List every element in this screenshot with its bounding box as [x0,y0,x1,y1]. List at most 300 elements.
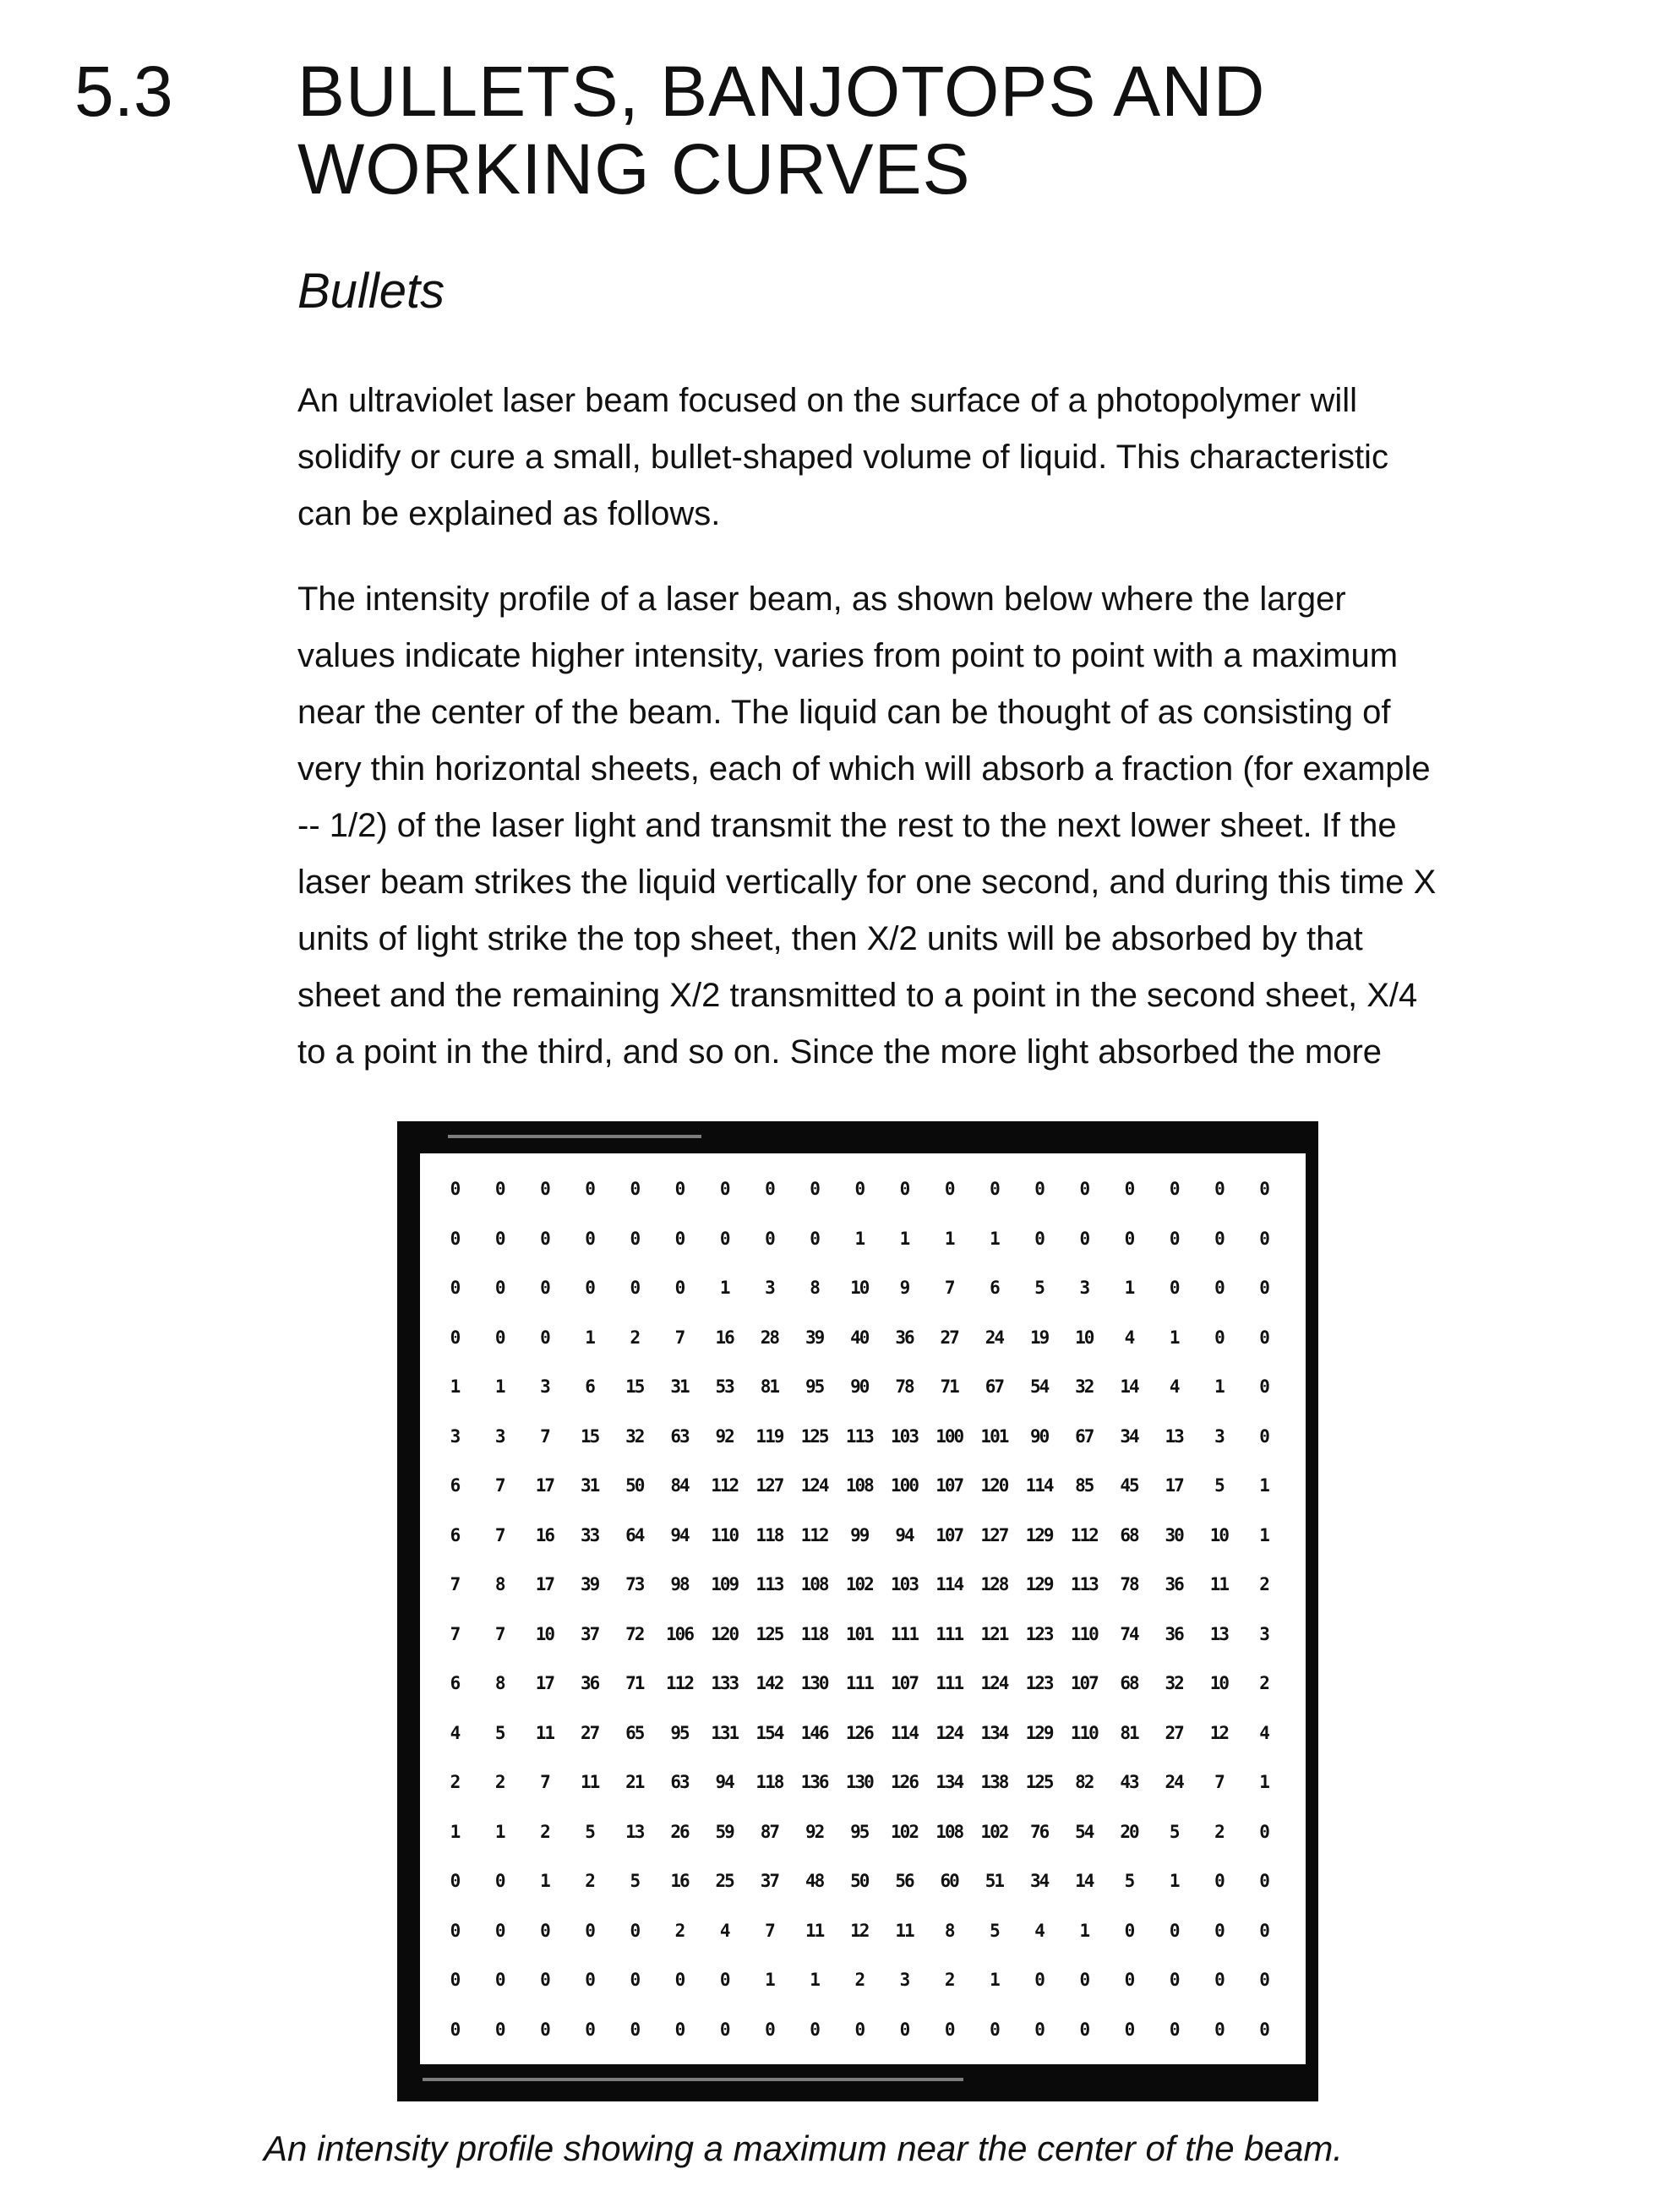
intensity-cell: 37 [568,1624,612,1644]
intensity-cell: 25 [702,1871,746,1891]
intensity-cell: 39 [793,1327,837,1348]
intensity-cell: 0 [477,2019,521,2040]
intensity-cell: 56 [882,1871,926,1891]
intensity-cell: 36 [1152,1574,1196,1594]
subheading: Bullets [297,264,445,319]
intensity-cell: 0 [1242,1376,1286,1397]
intensity-cell: 76 [1017,1822,1061,1842]
intensity-cell: 85 [1062,1475,1106,1496]
intensity-cell: 0 [522,1327,566,1348]
intensity-cell: 2 [1242,1673,1286,1693]
intensity-cell: 110 [1062,1624,1106,1644]
intensity-cell: 1 [1152,1871,1196,1891]
intensity-cell: 111 [927,1673,971,1693]
intensity-cell: 27 [568,1723,612,1743]
intensity-cell: 118 [747,1772,791,1792]
intensity-cell: 0 [927,1179,971,1199]
intensity-cell: 1 [1242,1772,1286,1792]
paragraph-line: The intensity profile of a laser beam, as shown below where the larger [297,571,1346,628]
intensity-cell: 1 [702,1278,746,1298]
intensity-cell: 53 [702,1376,746,1397]
intensity-cell: 17 [522,1475,566,1496]
paragraph-line: units of light strike the top sheet, then X/2 units will be absorbed by that [297,911,1363,967]
intensity-cell: 119 [747,1426,791,1447]
intensity-cell: 0 [882,1179,926,1199]
intensity-cell: 0 [1152,1921,1196,1941]
intensity-cell: 0 [702,1229,746,1249]
intensity-cell: 0 [522,1179,566,1199]
intensity-cell: 1 [568,1327,612,1348]
intensity-cell: 4 [433,1723,477,1743]
intensity-cell: 0 [613,1970,657,1990]
intensity-cell: 2 [1197,1822,1241,1842]
intensity-cell: 5 [613,1871,657,1891]
intensity-cell: 2 [477,1772,521,1792]
intensity-cell: 4 [1017,1921,1061,1941]
intensity-cell: 0 [613,1229,657,1249]
intensity-cell: 107 [882,1673,926,1693]
intensity-cell: 0 [433,2019,477,2040]
intensity-cell: 1 [837,1229,881,1249]
intensity-cell: 0 [568,1278,612,1298]
intensity-cell: 0 [1017,1229,1061,1249]
intensity-cell: 63 [657,1426,701,1447]
intensity-cell: 0 [793,2019,837,2040]
intensity-cell: 15 [613,1376,657,1397]
intensity-cell: 0 [1197,1179,1241,1199]
intensity-cell: 0 [657,1970,701,1990]
intensity-cell: 7 [477,1525,521,1545]
intensity-cell: 28 [747,1327,791,1348]
intensity-cell: 142 [747,1673,791,1693]
intensity-cell: 0 [747,1229,791,1249]
intensity-cell: 0 [702,1179,746,1199]
intensity-cell: 127 [972,1525,1016,1545]
intensity-cell: 6 [433,1475,477,1496]
intensity-cell: 0 [1242,1970,1286,1990]
intensity-cell: 8 [927,1921,971,1941]
intensity-cell: 14 [1107,1376,1151,1397]
intensity-cell: 108 [927,1822,971,1842]
intensity-cell: 5 [1107,1871,1151,1891]
intensity-cell: 10 [1197,1525,1241,1545]
intensity-cell: 0 [1197,1970,1241,1990]
intensity-cell: 10 [1062,1327,1106,1348]
intensity-cell: 2 [837,1970,881,1990]
intensity-cell: 7 [433,1624,477,1644]
intensity-cell: 50 [613,1475,657,1496]
intensity-cell: 0 [927,2019,971,2040]
intensity-cell: 129 [1017,1574,1061,1594]
intensity-cell: 102 [972,1822,1016,1842]
intensity-cell: 1 [927,1229,971,1249]
intensity-cell: 124 [793,1475,837,1496]
intensity-cell: 0 [1107,2019,1151,2040]
paragraph-line: laser beam strikes the liquid vertically for one second, and during this time X [297,854,1436,911]
intensity-cell: 26 [657,1822,701,1842]
intensity-cell: 0 [793,1179,837,1199]
intensity-cell: 100 [882,1475,926,1496]
intensity-cell: 112 [702,1475,746,1496]
intensity-cell: 0 [657,1179,701,1199]
intensity-cell: 12 [1197,1723,1241,1743]
intensity-cell: 67 [1062,1426,1106,1447]
intensity-cell: 0 [568,1921,612,1941]
intensity-cell: 68 [1107,1673,1151,1693]
intensity-cell: 17 [1152,1475,1196,1496]
intensity-cell: 40 [837,1327,881,1348]
paragraph-line: solidify or cure a small, bullet-shaped volume of liquid. This characteristic [297,429,1388,486]
intensity-cell: 1 [1197,1376,1241,1397]
intensity-cell: 138 [972,1772,1016,1792]
intensity-cell: 6 [433,1525,477,1545]
intensity-cell: 1 [522,1871,566,1891]
intensity-cell: 5 [1152,1822,1196,1842]
intensity-cell: 11 [522,1723,566,1743]
intensity-cell: 113 [747,1574,791,1594]
intensity-cell: 125 [793,1426,837,1447]
intensity-cell: 27 [927,1327,971,1348]
intensity-cell: 90 [1017,1426,1061,1447]
intensity-cell: 0 [1242,1921,1286,1941]
intensity-cell: 0 [1197,1871,1241,1891]
section-title-line-1: BULLETS, BANJOTOPS AND [297,52,1265,130]
intensity-cell: 107 [1062,1673,1106,1693]
intensity-cell: 0 [972,1179,1016,1199]
intensity-cell: 95 [793,1376,837,1397]
intensity-cell: 101 [972,1426,1016,1447]
intensity-cell: 90 [837,1376,881,1397]
intensity-cell: 0 [657,2019,701,2040]
intensity-cell: 45 [1107,1475,1151,1496]
intensity-cell: 5 [1017,1278,1061,1298]
intensity-cell: 0 [522,2019,566,2040]
paragraph-line: -- 1/2) of the laser light and transmit the rest to the next lower sheet. If the [297,798,1397,854]
paragraph-line: An ultraviolet laser beam focused on the surface of a photopolymer will [297,373,1357,429]
intensity-cell: 1 [1242,1525,1286,1545]
intensity-cell: 0 [1197,1229,1241,1249]
intensity-cell: 110 [1062,1723,1106,1743]
intensity-cell: 4 [1152,1376,1196,1397]
intensity-cell: 14 [1062,1871,1106,1891]
intensity-cell: 1 [1062,1921,1106,1941]
intensity-cell: 126 [882,1772,926,1792]
intensity-cell: 4 [702,1921,746,1941]
intensity-cell: 0 [1242,2019,1286,2040]
intensity-cell: 8 [793,1278,837,1298]
intensity-cell: 120 [702,1624,746,1644]
intensity-cell: 7 [433,1574,477,1594]
intensity-cell: 73 [613,1574,657,1594]
paragraph-line: near the center of the beam. The liquid can be thought of as consisting of [297,684,1390,741]
intensity-cell: 48 [793,1871,837,1891]
intensity-cell: 1 [433,1822,477,1842]
intensity-cell: 2 [657,1921,701,1941]
intensity-cell: 6 [568,1376,612,1397]
intensity-cell: 0 [522,1970,566,1990]
intensity-cell: 100 [927,1426,971,1447]
scan-noise [448,1135,701,1138]
intensity-cell: 130 [837,1772,881,1792]
intensity-cell: 32 [613,1426,657,1447]
intensity-cell: 113 [1062,1574,1106,1594]
intensity-cell: 65 [613,1723,657,1743]
section-title-line-2: WORKING CURVES [297,130,971,208]
intensity-cell: 0 [1242,1327,1286,1348]
intensity-cell: 121 [972,1624,1016,1644]
intensity-cell: 50 [837,1871,881,1891]
intensity-cell: 108 [837,1475,881,1496]
intensity-cell: 0 [568,1970,612,1990]
intensity-cell: 0 [657,1278,701,1298]
intensity-cell: 120 [972,1475,1016,1496]
intensity-cell: 31 [657,1376,701,1397]
intensity-cell: 0 [522,1921,566,1941]
intensity-cell: 8 [477,1574,521,1594]
intensity-cell: 127 [747,1475,791,1496]
intensity-cell: 0 [522,1229,566,1249]
intensity-cell: 106 [657,1624,701,1644]
intensity-cell: 1 [1107,1278,1151,1298]
intensity-cell: 3 [477,1426,521,1447]
intensity-cell: 0 [657,1229,701,1249]
intensity-cell: 0 [433,1229,477,1249]
intensity-cell: 15 [568,1426,612,1447]
intensity-cell: 0 [1017,1970,1061,1990]
intensity-cell: 154 [747,1723,791,1743]
intensity-cell: 78 [882,1376,926,1397]
intensity-cell: 2 [568,1871,612,1891]
intensity-cell: 1 [747,1970,791,1990]
intensity-cell: 13 [1152,1426,1196,1447]
intensity-cell: 0 [568,1229,612,1249]
intensity-cell: 0 [613,1921,657,1941]
intensity-cell: 31 [568,1475,612,1496]
intensity-cell: 0 [1242,1278,1286,1298]
intensity-cell: 36 [882,1327,926,1348]
intensity-cell: 24 [972,1327,1016,1348]
intensity-cell: 11 [882,1921,926,1941]
intensity-cell: 3 [522,1376,566,1397]
intensity-cell: 7 [1197,1772,1241,1792]
intensity-cell: 0 [747,2019,791,2040]
intensity-cell: 6 [433,1673,477,1693]
intensity-cell: 82 [1062,1772,1106,1792]
intensity-cell: 1 [1242,1475,1286,1496]
intensity-cell: 7 [657,1327,701,1348]
intensity-cell: 107 [927,1525,971,1545]
intensity-cell: 0 [1107,1921,1151,1941]
intensity-cell: 0 [477,1229,521,1249]
intensity-cell: 27 [1152,1723,1196,1743]
intensity-cell: 37 [747,1871,791,1891]
intensity-cell: 123 [1017,1624,1061,1644]
intensity-cell: 81 [747,1376,791,1397]
intensity-cell: 81 [1107,1723,1151,1743]
intensity-cell: 2 [433,1772,477,1792]
intensity-cell: 2 [613,1327,657,1348]
intensity-cell: 0 [433,1921,477,1941]
intensity-cell: 0 [1197,2019,1241,2040]
intensity-cell: 0 [702,1970,746,1990]
intensity-cell: 0 [477,1327,521,1348]
intensity-cell: 54 [1062,1822,1106,1842]
intensity-cell: 107 [927,1475,971,1496]
intensity-cell: 0 [882,2019,926,2040]
intensity-cell: 95 [657,1723,701,1743]
intensity-cell: 92 [793,1822,837,1842]
intensity-cell: 71 [927,1376,971,1397]
intensity-cell: 1 [882,1229,926,1249]
intensity-cell: 16 [657,1871,701,1891]
paragraph-line: values indicate higher intensity, varies from point to point with a maximum [297,628,1398,684]
intensity-cell: 126 [837,1723,881,1743]
intensity-cell: 20 [1107,1822,1151,1842]
intensity-cell: 0 [613,2019,657,2040]
intensity-cell: 112 [793,1525,837,1545]
intensity-cell: 125 [747,1624,791,1644]
intensity-cell: 10 [837,1278,881,1298]
intensity-cell: 1 [793,1970,837,1990]
intensity-cell: 111 [927,1624,971,1644]
intensity-cell: 10 [1197,1673,1241,1693]
intensity-cell: 0 [793,1229,837,1249]
intensity-cell: 0 [837,2019,881,2040]
intensity-cell: 63 [657,1772,701,1792]
intensity-cell: 0 [477,1970,521,1990]
intensity-cell: 134 [927,1772,971,1792]
intensity-cell: 4 [1242,1723,1286,1743]
intensity-cell: 7 [477,1475,521,1496]
intensity-cell: 3 [747,1278,791,1298]
intensity-cell: 118 [747,1525,791,1545]
intensity-cell: 16 [702,1327,746,1348]
intensity-cell: 98 [657,1574,701,1594]
intensity-cell: 124 [972,1673,1016,1693]
intensity-cell: 34 [1017,1871,1061,1891]
intensity-cell: 74 [1107,1624,1151,1644]
paragraph-line: can be explained as follows. [297,486,720,542]
intensity-cell: 4 [1107,1327,1151,1348]
intensity-cell: 16 [522,1525,566,1545]
intensity-cell: 0 [1062,1179,1106,1199]
intensity-cell: 1 [1152,1327,1196,1348]
intensity-cell: 102 [837,1574,881,1594]
intensity-cell: 133 [702,1673,746,1693]
intensity-cell: 60 [927,1871,971,1891]
intensity-cell: 125 [1017,1772,1061,1792]
intensity-cell: 54 [1017,1376,1061,1397]
intensity-cell: 111 [882,1624,926,1644]
intensity-cell: 21 [613,1772,657,1792]
intensity-cell: 113 [837,1426,881,1447]
intensity-cell: 1 [477,1822,521,1842]
intensity-cell: 17 [522,1673,566,1693]
intensity-cell: 99 [837,1525,881,1545]
intensity-cell: 0 [1197,1921,1241,1941]
intensity-cell: 92 [702,1426,746,1447]
intensity-cell: 0 [837,1179,881,1199]
intensity-cell: 64 [613,1525,657,1545]
intensity-cell: 0 [1107,1229,1151,1249]
intensity-profile-figure [397,1121,1318,2101]
intensity-cell: 0 [1242,1822,1286,1842]
intensity-cell: 8 [477,1673,521,1693]
intensity-cell: 0 [433,1871,477,1891]
intensity-cell: 0 [477,1921,521,1941]
intensity-cell: 0 [477,1871,521,1891]
intensity-cell: 128 [972,1574,1016,1594]
paragraph-line: very thin horizontal sheets, each of which will absorb a fraction (for example [297,741,1431,798]
intensity-cell: 7 [522,1426,566,1447]
intensity-cell: 0 [613,1179,657,1199]
intensity-cell: 0 [433,1179,477,1199]
intensity-cell: 0 [1017,1179,1061,1199]
intensity-cell: 114 [882,1723,926,1743]
intensity-cell: 0 [433,1970,477,1990]
intensity-cell: 0 [1197,1327,1241,1348]
intensity-cell: 1 [972,1229,1016,1249]
intensity-cell: 12 [837,1921,881,1941]
intensity-cell: 109 [702,1574,746,1594]
intensity-cell: 13 [613,1822,657,1842]
intensity-cell: 0 [1062,1970,1106,1990]
intensity-cell: 0 [568,1179,612,1199]
intensity-grid [420,1153,1306,2064]
intensity-cell: 11 [568,1772,612,1792]
intensity-cell: 72 [613,1624,657,1644]
intensity-cell: 0 [1152,1278,1196,1298]
intensity-cell: 2 [1242,1574,1286,1594]
intensity-cell: 78 [1107,1574,1151,1594]
intensity-cell: 0 [522,1278,566,1298]
intensity-cell: 131 [702,1723,746,1743]
intensity-cell: 59 [702,1822,746,1842]
intensity-cell: 5 [972,1921,1016,1941]
intensity-cell: 3 [1197,1426,1241,1447]
intensity-cell: 5 [477,1723,521,1743]
intensity-cell: 43 [1107,1772,1151,1792]
intensity-cell: 0 [1107,1179,1151,1199]
intensity-cell: 95 [837,1822,881,1842]
intensity-cell: 0 [702,2019,746,2040]
intensity-cell: 103 [882,1574,926,1594]
intensity-cell: 2 [927,1970,971,1990]
intensity-cell: 0 [433,1278,477,1298]
intensity-cell: 33 [568,1525,612,1545]
intensity-cell: 30 [1152,1525,1196,1545]
intensity-cell: 0 [1017,2019,1061,2040]
paragraph-line: to a point in the third, and so on. Since the more light absorbed the more [297,1024,1382,1081]
intensity-cell: 3 [882,1970,926,1990]
intensity-cell: 1 [972,1970,1016,1990]
intensity-cell: 114 [927,1574,971,1594]
intensity-cell: 5 [568,1822,612,1842]
intensity-cell: 7 [477,1624,521,1644]
intensity-cell: 0 [1242,1229,1286,1249]
intensity-cell: 111 [837,1673,881,1693]
intensity-cell: 11 [1197,1574,1241,1594]
intensity-cell: 0 [1062,2019,1106,2040]
intensity-cell: 124 [927,1723,971,1743]
section-number: 5.3 [74,52,173,130]
intensity-cell: 94 [882,1525,926,1545]
intensity-cell: 68 [1107,1525,1151,1545]
intensity-cell: 0 [1152,1970,1196,1990]
intensity-cell: 32 [1062,1376,1106,1397]
figure-caption: An intensity profile showing a maximum near the center of the beam. [264,2126,1343,2172]
intensity-cell: 0 [1242,1179,1286,1199]
